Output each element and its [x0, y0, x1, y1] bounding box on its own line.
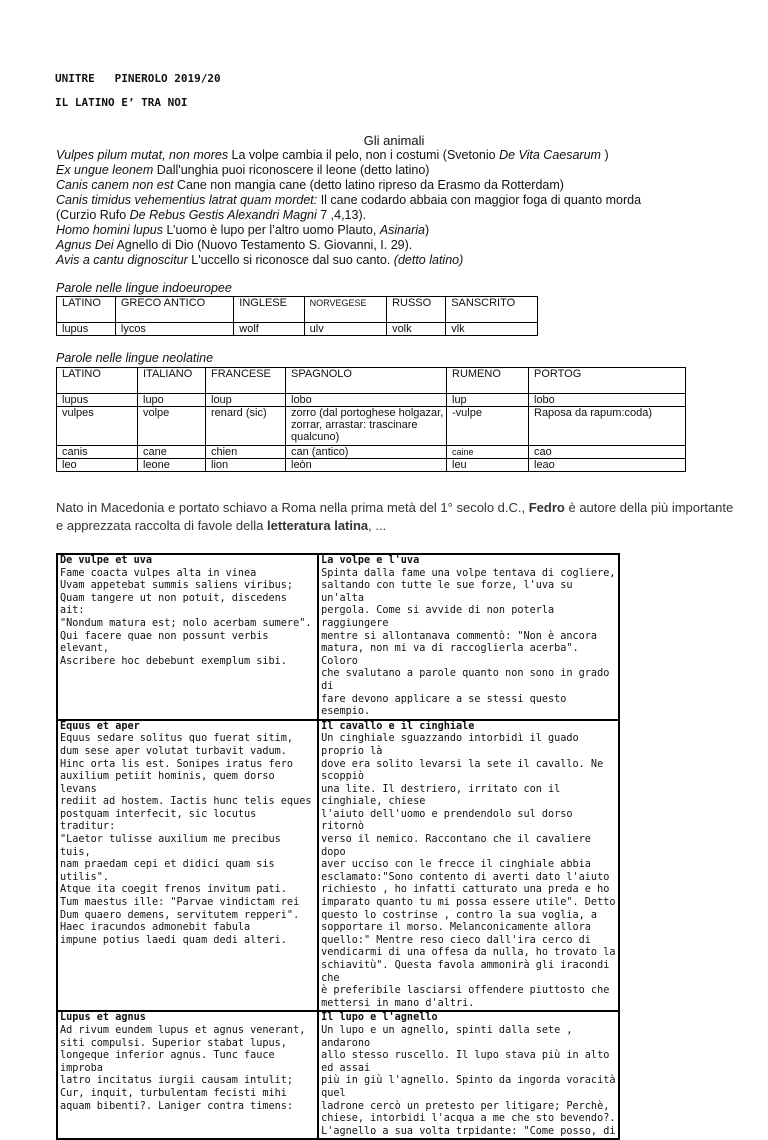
fable-row — [57, 554, 619, 720]
table-cell: lobo — [529, 394, 686, 407]
proverb-line: Canis canem non est Cane non mangia cane (detto latino ripreso da Erasmo da Rotterdam) — [56, 178, 564, 192]
table-header-cell: NORVEGESE — [304, 297, 386, 323]
table-cell: cao — [529, 446, 686, 459]
latin-fable-title: De vulpe et uva — [60, 555, 153, 566]
table-header-cell: ITALIANO — [138, 368, 206, 394]
italian-fable-cell — [318, 554, 619, 720]
indo-caption: Parole nelle lingue indoeuropee — [56, 281, 232, 295]
table-cell: lycos — [115, 323, 233, 336]
table-header-row — [57, 297, 538, 323]
table-cell: lobo — [286, 394, 447, 407]
fables-table — [56, 553, 620, 1140]
latin-fable-text: Fame coacta vulpes alta in vinea Uvam appetebat summis saliens viribus; Quam tangere ut non potuit, discedens ait: "Nondum matura est; nolo acerbam sumere". Qui facere quae non possunt verbis elevant, Ascribere hoc debebunt exemplum sibi. — [60, 567, 312, 667]
table-cell: ulv — [304, 323, 386, 336]
fable-row — [57, 1011, 619, 1139]
course-subtitle: IL LATINO E’ TRA NOI — [55, 96, 188, 109]
table-row — [57, 459, 686, 472]
table-cell: wolf — [234, 323, 304, 336]
table-cell: volk — [387, 323, 446, 336]
table-header-cell: SANSCRITO — [446, 297, 538, 323]
table-cell: caine — [447, 446, 529, 459]
italian-fable-title: Il cavallo e il cinghiale — [321, 720, 475, 732]
italian-fable-title: Il lupo e l'agnello — [321, 1012, 438, 1024]
indoeuropean-table — [56, 296, 538, 336]
intro-paragraph: Nato in Macedonia e portato schiavo a Roma nella prima metà del 1° secolo d.C., Fedro è autore della più importante e apprezzata raccolta di favole della letteratura latina, ... — [56, 500, 734, 533]
proverb-line: Vulpes pilum mutat, non mores La volpe cambia il pelo, non i costumi (Svetonio De Vita Caesarum ) — [56, 148, 609, 162]
italian-fable-cell — [318, 720, 619, 1012]
proverb-line: Ex ungue leonem Dall'unghia puoi riconoscere il leone (detto latino) — [56, 163, 430, 177]
table-row — [57, 323, 538, 336]
latin-fable-text: Equus sedare solitus quo fuerat sitim, dum sese aper volutat turbavit vadum. Hinc orta lis est. Sonipes iratus fero auxilium petiit hominis, quem dorso levans rediit ad hostem. Iactis hunc telis eques postquam interfecit, sic locutus traditur: "Laetor tulisse auxilium me precibus tuis, nam praedam cepi et didici quam sis utilis". Atque ita coegit frenos invitum pati. Tum maestus ille: "Parvae vindictam rei Dum quaero demens, servitutem repperi". Haec iracundos admonebit fabula impune potius laedi quam dedi alteri. — [60, 733, 312, 946]
table-cell: renard (sic) — [206, 407, 286, 446]
table-cell: vlk — [446, 323, 538, 336]
table-row — [57, 407, 686, 446]
table-cell: leao — [529, 459, 686, 472]
literature-term: letteratura latina — [267, 518, 369, 533]
table-cell: canis — [57, 446, 138, 459]
table-row — [57, 446, 686, 459]
table-cell: lupus — [57, 394, 138, 407]
course-header: UNITRE PINEROLO 2019/20 — [55, 72, 221, 85]
fable-row — [57, 720, 619, 1012]
proverb-line: Avis a cantu dignoscitur L'uccello si riconosce dal suo canto. (detto latino) — [56, 253, 464, 267]
table-cell: cane — [138, 446, 206, 459]
table-cell: lup — [447, 394, 529, 407]
proverbs-list — [56, 148, 716, 268]
table-header-cell: GRECO ANTICO — [115, 297, 233, 323]
latin-fable-title: Equus et aper — [60, 720, 140, 732]
table-row — [57, 394, 686, 407]
latin-fable-cell — [57, 1011, 318, 1139]
table-header-cell: LATINO — [57, 368, 138, 394]
latin-fable-text: Ad rivum eundem lupus et agnus venerant, siti compulsi. Superior stabat lupus, longeque inferior agnus. Tunc fauce improba latro incitatus iurgii causam intulit; Cur, inquit, turbulentam fecisti mihi aquam bibenti?. Laniger contra timens: — [60, 1024, 306, 1112]
table-cell: -vulpe — [447, 407, 529, 446]
table-cell: zorro (dal portoghese holgazar, zorrar, arrastar: trascinare qualcuno) — [286, 407, 447, 446]
table-cell: Raposa da rapum:coda) — [529, 407, 686, 446]
author-name: Fedro — [528, 500, 565, 515]
table-header-cell: FRANCESE — [206, 368, 286, 394]
italian-fable-title: La volpe e l'uva — [321, 555, 420, 566]
latin-fable-cell — [57, 554, 318, 720]
latin-fable-cell — [57, 720, 318, 1012]
table-cell: leone — [138, 459, 206, 472]
italian-fable-cell — [318, 1011, 619, 1139]
neo-caption: Parole nelle lingue neolatine — [56, 351, 214, 365]
proverb-line: Agnus Dei Agnello di Dio (Nuovo Testamento S. Giovanni, I. 29). — [56, 238, 413, 252]
latin-fable-title: Lupus et agnus — [60, 1012, 146, 1024]
table-cell: loup — [206, 394, 286, 407]
table-cell: lupus — [57, 323, 116, 336]
table-cell: lupo — [138, 394, 206, 407]
table-cell: lion — [206, 459, 286, 472]
proverb-line: Homo homini lupus L’uomo è lupo per l’altro uomo Plauto, Asinaria) — [56, 223, 430, 237]
table-cell: leo — [57, 459, 138, 472]
proverb-line: Canis timidus vehementius latrat quam mordet: Il cane codardo abbaia con maggior foga di quanto morda — [56, 193, 642, 207]
neolatin-table — [56, 367, 686, 472]
section-title: Gli animali — [363, 133, 425, 148]
italian-fable-text: Spinta dalla fame una volpe tentava di cogliere, saltando con tutte le sue forze, l'uva su un'alta pergola. Come si avvide di non poterla raggiungere mentre si allontanava commentò: "Non è ancora matura, non mi va di raccoglierla acerba". Coloro che svalutano a parole quanto non sono in grado di fare devono applicare a se stessi questo esempio. — [321, 567, 616, 718]
table-header-cell: RUSSO — [387, 297, 446, 323]
table-cell: leòn — [286, 459, 447, 472]
table-header-row — [57, 368, 686, 394]
table-cell: vulpes — [57, 407, 138, 446]
table-header-cell: RUMENO — [447, 368, 529, 394]
table-header-cell: LATINO — [57, 297, 116, 323]
italian-fable-text: Un cinghiale sguazzando intorbidì il guado proprio là dove era solito levarsi la sete il cavallo. Ne scoppiò una lite. Il destriero, irritato con il cinghiale, chiese l'aiuto dell'uomo e prendendolo sul dorso ritornò verso il nemico. Raccontano che il cavaliere dopo aver ucciso con le frecce il cinghiale abbia esclamato:"Sono contento di averti dato l'aiuto richiesto , ho infatti catturato una preda e ho imparato quanto tu mi possa essere utile". Detto questo lo costrinse , contro la sua voglia, a sopportare il morso. Melanconicamente allora quello:" Mentre reso cieco dall'ira cerco di vendicarmi di una offesa da nulla, ho trovato la schiavitù". Questa favola ammonirà gli iracondi che è preferibile lasciarsi offendere piuttosto che mettersi in mano d'altri. — [321, 733, 616, 1009]
table-header-cell: SPAGNOLO — [286, 368, 447, 394]
table-header-cell: INGLESE — [234, 297, 304, 323]
proverb-line: (Curzio Rufo De Rebus Gestis Alexandri Magni 7 ,4,13). — [56, 208, 367, 222]
table-header-cell: PORTOG — [529, 368, 686, 394]
table-cell: volpe — [138, 407, 206, 446]
table-cell: chien — [206, 446, 286, 459]
table-cell: leu — [447, 459, 529, 472]
table-cell: can (antico) — [286, 446, 447, 459]
italian-fable-text: Un lupo e un agnello, spinti dalla sete , andarono allo stesso ruscello. Il lupo stava più in alto ed assai più in giù l'agnello. Spinto da ingorda voracità quel ladrone cercò un pretesto per litigare; Perchè, chiese, intorbidi l'acqua a me che sto bevendo?. L'agnello a sua volta trpidante: "Come posso, di — [321, 1024, 616, 1137]
